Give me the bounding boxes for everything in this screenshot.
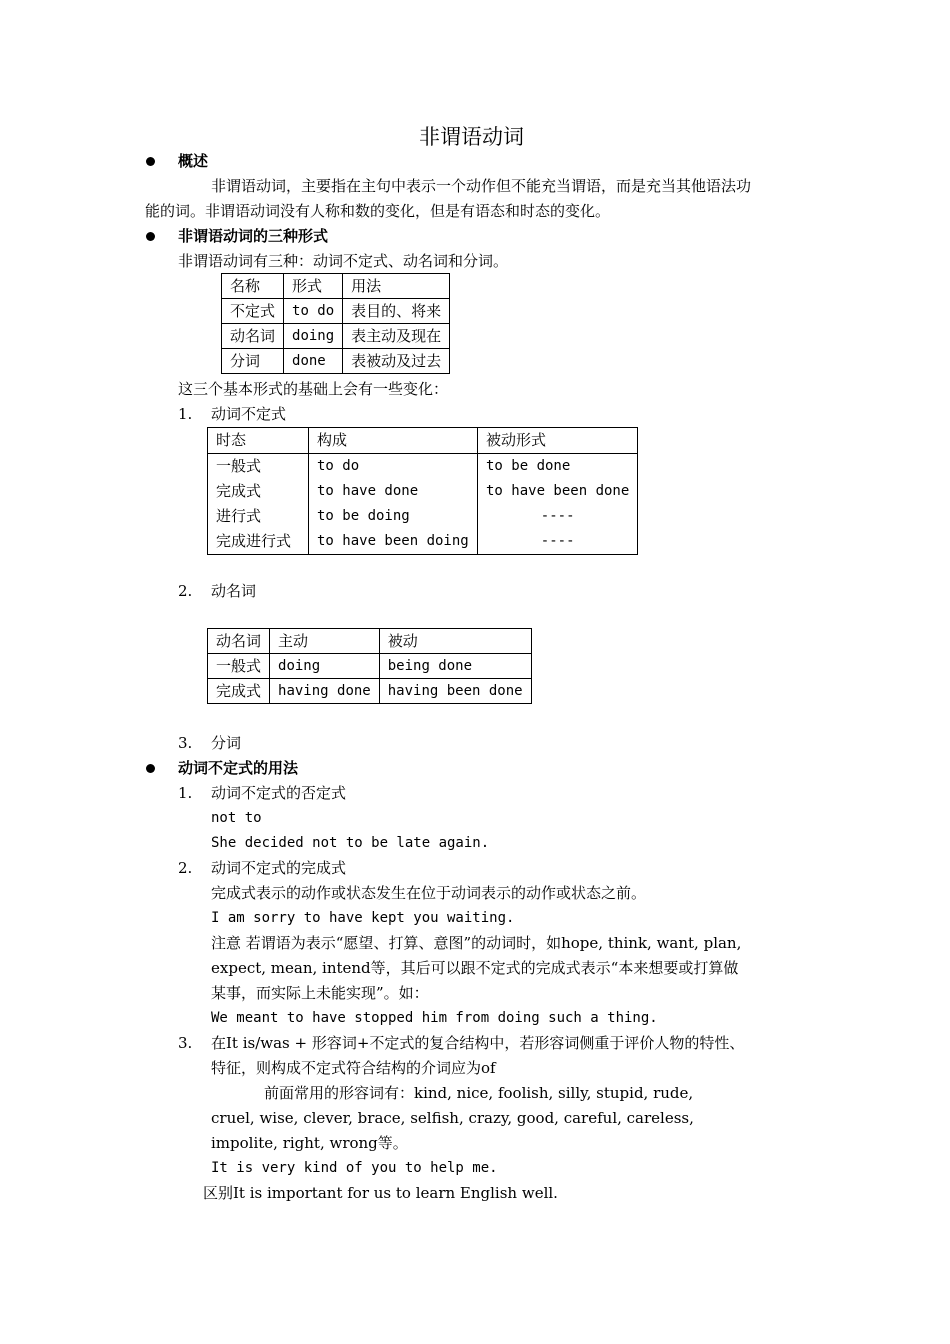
table-row bbox=[208, 479, 638, 504]
table-header-cell: 形式 bbox=[284, 274, 343, 299]
example-text: It is very kind of you to help me. bbox=[211, 1160, 498, 1176]
table-header-cell: 构成 bbox=[309, 428, 478, 454]
item3-line-2: 特征，则构成不定式符合结构的介词应为of bbox=[211, 1059, 496, 1077]
table-row bbox=[208, 454, 638, 480]
table-row bbox=[222, 299, 450, 324]
list-number: 1. bbox=[178, 784, 193, 802]
item3-line-4: cruel, wise, clever, brace, selfish, crazy, good, careful, careless, bbox=[211, 1109, 694, 1127]
bullet-icon bbox=[146, 232, 155, 241]
forms-table bbox=[221, 273, 450, 374]
item3-line-1: 在It is/was + 形容词+不定式的复合结构中，若形容词侧重于评价人物的特性、 bbox=[211, 1034, 745, 1052]
table-cell: ---- bbox=[478, 504, 638, 529]
list-number: 1. bbox=[178, 405, 193, 423]
table-header-row bbox=[208, 428, 638, 454]
section-heading-infinitive-usage: 动词不定式的用法 bbox=[178, 759, 299, 777]
table-row bbox=[208, 654, 532, 679]
overview-line-1: 非谓语动词，主要指在主句中表示一个动作但不能充当谓语，而是充当其他语法功 bbox=[211, 177, 752, 195]
overview-line-2: 能的词。非谓语动词没有人称和数的变化，但是有语态和时态的变化。 bbox=[145, 202, 611, 220]
note-line-3: 某事，而实际上未能实现”。如： bbox=[211, 984, 429, 1002]
table-cell: 完成式 bbox=[208, 479, 309, 504]
table-cell: having done bbox=[270, 679, 380, 704]
page-title: 非谓语动词 bbox=[419, 125, 524, 149]
list-label-negative: 动词不定式的否定式 bbox=[211, 784, 347, 802]
list-label-gerund: 动名词 bbox=[211, 582, 257, 600]
forms-intro: 非谓语动词有三种：动词不定式、动名词和分词。 bbox=[178, 252, 509, 270]
table-header-cell: 动名词 bbox=[208, 629, 270, 654]
table-cell: doing bbox=[270, 654, 380, 679]
section-heading-overview: 概述 bbox=[178, 152, 209, 170]
note-line-2: expect, mean, intend等，其后可以跟不定式的完成式表示“本来想要或打算做 bbox=[211, 959, 739, 977]
table-cell: 进行式 bbox=[208, 504, 309, 529]
table-cell: 一般式 bbox=[208, 454, 309, 480]
example-text: 区别It is important for us to learn English well. bbox=[203, 1184, 558, 1202]
bullet-icon bbox=[146, 764, 155, 773]
table-cell: being done bbox=[379, 654, 531, 679]
table-cell: to have been done bbox=[478, 479, 638, 504]
table-cell: to have done bbox=[309, 479, 478, 504]
table-cell: 表目的、将来 bbox=[343, 299, 450, 324]
example-text: not to bbox=[211, 810, 262, 826]
gerund-table bbox=[207, 628, 532, 704]
list-label-infinitive: 动词不定式 bbox=[211, 405, 287, 423]
forms-after-text: 这三个基本形式的基础上会有一些变化： bbox=[178, 380, 449, 398]
table-cell: done bbox=[284, 349, 343, 374]
table-cell: ---- bbox=[478, 529, 638, 555]
table-cell: 动名词 bbox=[222, 324, 284, 349]
example-text: I am sorry to have kept you waiting. bbox=[211, 910, 515, 926]
table-cell: to be doing bbox=[309, 504, 478, 529]
table-header-cell: 被动 bbox=[379, 629, 531, 654]
list-label-participle: 分词 bbox=[211, 734, 242, 752]
table-cell: 不定式 bbox=[222, 299, 284, 324]
item3-line-3: 前面常用的形容词有：kind, nice, foolish, silly, stupid, rude, bbox=[264, 1084, 694, 1102]
example-text: She decided not to be late again. bbox=[211, 835, 490, 851]
section-heading-forms: 非谓语动词的三种形式 bbox=[178, 227, 329, 245]
table-row bbox=[208, 679, 532, 704]
list-number: 2. bbox=[178, 582, 193, 600]
table-cell: to do bbox=[309, 454, 478, 480]
infinitive-table bbox=[207, 427, 638, 555]
table-header-cell: 主动 bbox=[270, 629, 380, 654]
list-number: 3. bbox=[178, 734, 193, 752]
table-row bbox=[208, 529, 638, 555]
table-row bbox=[222, 324, 450, 349]
table-cell: having been done bbox=[379, 679, 531, 704]
table-cell: 表主动及现在 bbox=[343, 324, 450, 349]
table-cell: to have been doing bbox=[309, 529, 478, 555]
table-header-cell: 名称 bbox=[222, 274, 284, 299]
item3-line-5: impolite, right, wrong等。 bbox=[211, 1134, 408, 1152]
table-row bbox=[222, 349, 450, 374]
table-cell: 表被动及过去 bbox=[343, 349, 450, 374]
table-cell: 分词 bbox=[222, 349, 284, 374]
note-line-1: 注意 若谓语为表示“愿望、打算、意图”的动词时，如hope, think, want, plan, bbox=[211, 934, 742, 952]
table-cell: doing bbox=[284, 324, 343, 349]
table-cell: to be done bbox=[478, 454, 638, 480]
table-header-cell: 用法 bbox=[343, 274, 450, 299]
table-header-row bbox=[208, 629, 532, 654]
table-row bbox=[208, 504, 638, 529]
table-cell: 完成进行式 bbox=[208, 529, 309, 555]
table-cell: 一般式 bbox=[208, 654, 270, 679]
table-cell: to do bbox=[284, 299, 343, 324]
example-text: We meant to have stopped him from doing such a thing. bbox=[211, 1010, 658, 1026]
table-header-cell: 时态 bbox=[208, 428, 309, 454]
table-header-row bbox=[222, 274, 450, 299]
list-label-perfect: 动词不定式的完成式 bbox=[211, 859, 347, 877]
table-cell: 完成式 bbox=[208, 679, 270, 704]
perfect-description: 完成式表示的动作或状态发生在位于动词表示的动作或状态之前。 bbox=[211, 884, 647, 902]
list-number: 2. bbox=[178, 859, 193, 877]
bullet-icon bbox=[146, 157, 155, 166]
list-number: 3. bbox=[178, 1034, 193, 1052]
table-header-cell: 被动形式 bbox=[478, 428, 638, 454]
